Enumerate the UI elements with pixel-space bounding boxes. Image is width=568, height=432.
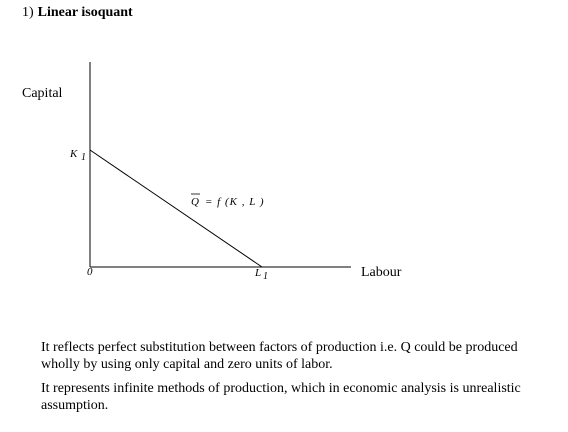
l-intercept-label: L [255, 267, 263, 279]
x-axis-label: Labour [361, 265, 402, 280]
section-title: Linear isoquant [37, 5, 133, 20]
paragraph-infinite-methods: It represents infinite methods of production, which in economic analysis is unrealistic assumption. [41, 381, 521, 413]
l-intercept-subscript: 1 [263, 271, 268, 282]
origin-label: 0 [87, 266, 94, 278]
k-intercept-label: K [70, 148, 79, 160]
paragraph-substitution: It reflects perfect substitution between factors of production i.e. Q could be produced wholly by using only capital and zero units of labor. [41, 340, 518, 372]
y-axis-label: Capital [22, 86, 63, 101]
isoquant-line [90, 150, 262, 267]
section-number: 1) [22, 5, 34, 20]
equation-rhs: = f (K , L ) [205, 196, 265, 208]
k-intercept-subscript: 1 [81, 152, 86, 163]
equation-lhs: Q [191, 196, 200, 208]
